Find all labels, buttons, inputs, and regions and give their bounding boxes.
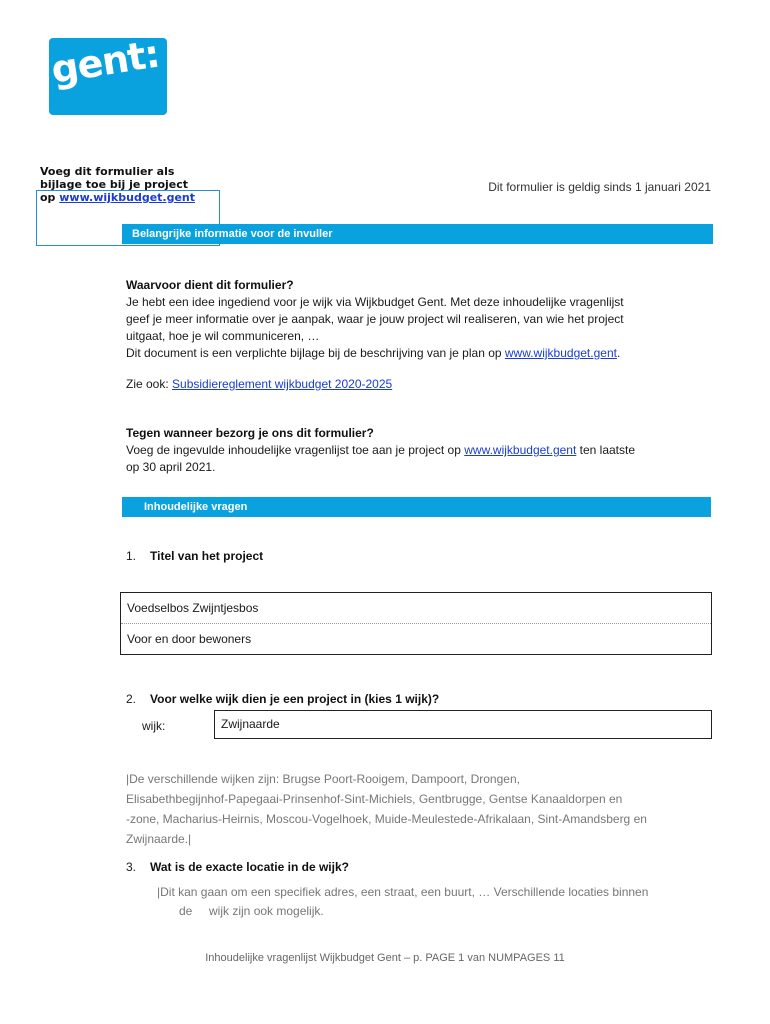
section-questions-title: Inhoudelijke vragen bbox=[144, 501, 248, 513]
location-hint-line-1: |Dit kan gaan om een specifiek adres, een straat, een buurt, … Verschillende locaties binnen bbox=[157, 885, 649, 899]
question-1-number: 1. bbox=[126, 549, 137, 563]
question-2-label: Voor welke wijk dien je een project in (kies 1 wijk)? bbox=[150, 692, 440, 706]
page-footer: Inhoudelijke vragenlijst Wijkbudget Gent – p. PAGE 1 van NUMPAGES 11 bbox=[205, 952, 565, 964]
purpose-heading: Waarvoor dient dit formulier? bbox=[126, 278, 294, 292]
attachment-line-2: bijlage toe bij je project bbox=[40, 178, 189, 191]
project-title-line-2[interactable]: Voor en door bewoners bbox=[127, 632, 252, 646]
location-hint bbox=[157, 883, 717, 921]
attachment-line-1: Voeg dit formulier als bbox=[40, 165, 175, 178]
question-1 bbox=[126, 549, 263, 563]
attachment-prefix: op bbox=[40, 191, 60, 204]
purpose-line-4-end: . bbox=[616, 346, 621, 360]
purpose-body bbox=[126, 294, 726, 362]
wijk-hint bbox=[126, 769, 726, 849]
deadline-line-1 bbox=[126, 442, 726, 459]
purpose-line-4-text: Dit document is een verplichte bijlage bij de beschrijving van je plan op bbox=[126, 346, 505, 360]
section-info-title: Belangrijke informatie voor de invuller bbox=[132, 228, 333, 240]
question-3-label: Wat is de exacte locatie in de wijk? bbox=[150, 860, 349, 874]
subsidy-regulation-link[interactable]: Subsidiereglement wijkbudget 2020-2025 bbox=[172, 377, 393, 391]
gent-logo bbox=[48, 31, 167, 115]
deadline-line-1-end: ten laatste bbox=[576, 443, 636, 457]
logo-text: gent: bbox=[48, 31, 163, 92]
see-also bbox=[126, 376, 392, 393]
wijk-hint-line-4: Zwijnaarde.| bbox=[126, 832, 192, 846]
purpose-line-3: uitgaat, hoe je wil communiceren, … bbox=[126, 329, 320, 343]
section-bar-info bbox=[122, 224, 713, 244]
question-3 bbox=[126, 860, 349, 874]
validity-note: Dit formulier is geldig sinds 1 januari 2021 bbox=[488, 180, 711, 194]
deadline-line-2: op 30 april 2021. bbox=[126, 460, 216, 474]
purpose-line-4 bbox=[126, 345, 726, 362]
project-title-line-1[interactable]: Voedselbos Zwijntjesbos bbox=[121, 593, 711, 624]
wijk-hint-line-1: |De verschillende wijken zijn: Brugse Poort-Rooigem, Dampoort, Drongen, bbox=[126, 772, 520, 786]
wijk-field-label: wijk: bbox=[142, 719, 166, 733]
deadline-line-1-text: Voeg de ingevulde inhoudelijke vragenlijst toe aan je project op bbox=[126, 443, 465, 457]
wijkbudget-link-2[interactable]: www.wijkbudget.gent bbox=[504, 346, 617, 360]
question-2-number: 2. bbox=[126, 692, 137, 706]
question-2 bbox=[126, 692, 439, 706]
deadline-heading: Tegen wanneer bezorg je ons dit formulier? bbox=[126, 426, 374, 440]
project-title-field[interactable] bbox=[120, 592, 712, 655]
see-also-label: Zie ook: bbox=[126, 377, 173, 391]
purpose-line-1: Je hebt een idee ingediend voor je wijk via Wijkbudget Gent. Met deze inhoudelijke vragenlijst bbox=[126, 295, 624, 309]
question-1-label: Titel van het project bbox=[150, 549, 264, 563]
wijk-input[interactable]: Zwijnaarde bbox=[214, 710, 712, 739]
wijk-hint-line-3: -zone, Macharius-Heirnis, Moscou-Vogelhoek, Muide-Meulestede-Afrikalaan, Sint-Amandsberg en bbox=[126, 812, 647, 826]
question-3-number: 3. bbox=[126, 860, 137, 874]
purpose-line-2: geef je meer informatie over je aanpak, waar je jouw project wil realiseren, van wie het project bbox=[126, 312, 624, 326]
location-hint-line-2: de wijk zijn ook mogelijk. bbox=[179, 904, 324, 918]
wijkbudget-link[interactable]: www.wijkbudget.gent bbox=[59, 191, 196, 204]
section-bar-questions bbox=[122, 497, 711, 517]
wijkbudget-link-3[interactable]: www.wijkbudget.gent bbox=[464, 443, 577, 457]
deadline-body bbox=[126, 442, 726, 476]
wijk-hint-line-2: Elisabethbegijnhof-Papegaai-Prinsenhof-Sint-Michiels, Gentbrugge, Gentse Kanaaldorpen en bbox=[126, 792, 623, 806]
